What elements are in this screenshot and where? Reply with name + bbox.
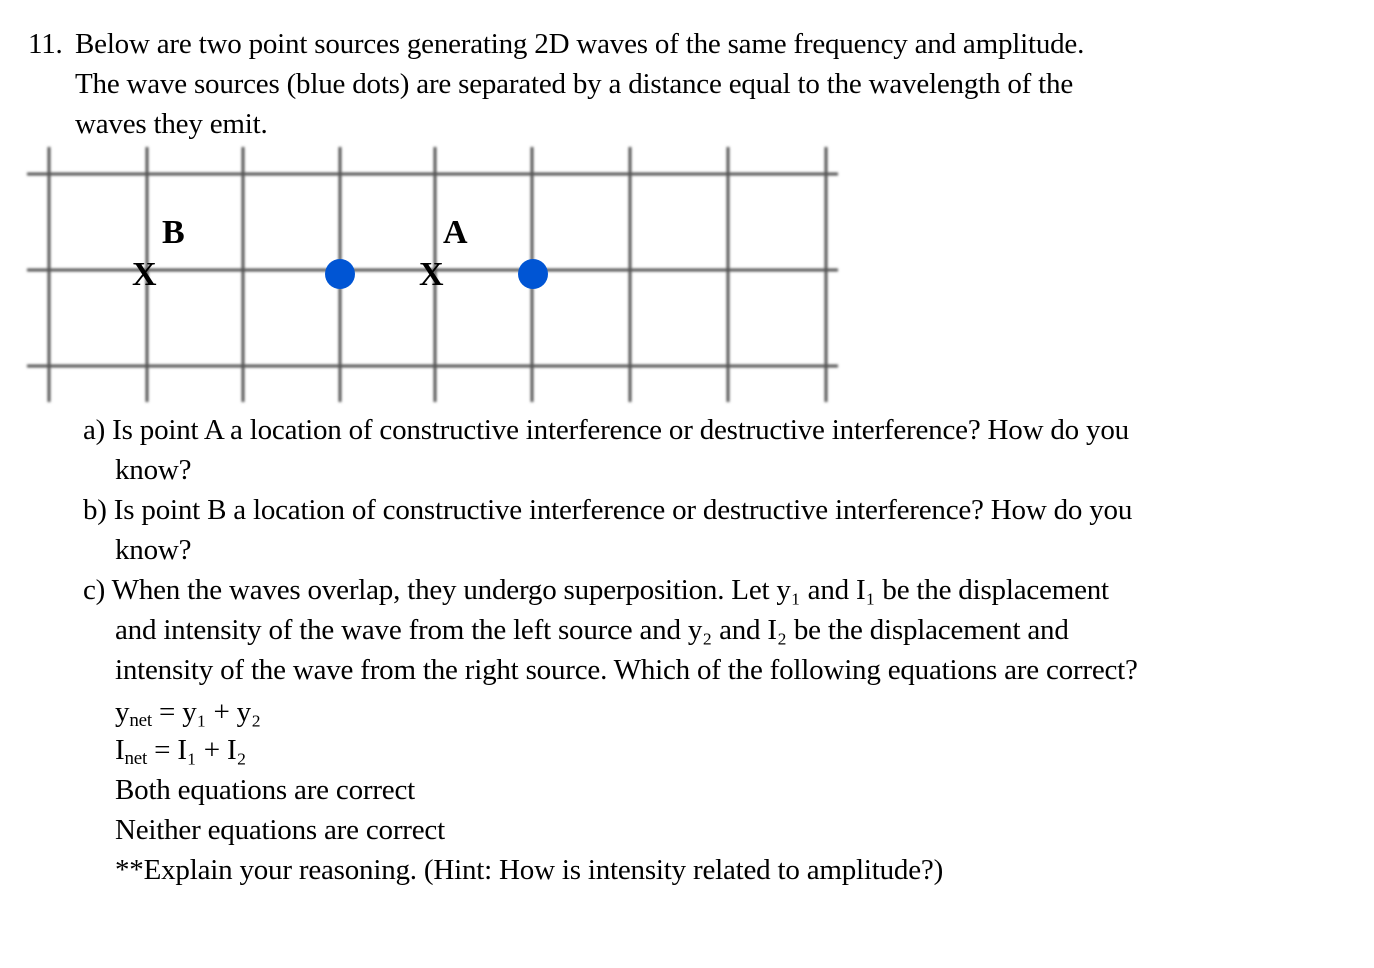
part-a-text: a) Is point A a location of constructive interference or destructive interference? How do you xyxy=(83,414,1129,446)
point-b-marker: X xyxy=(132,256,157,293)
part-c-text: and intensity of the wave from the left source and y₂ and I₂ be the displacement and xyxy=(115,614,1069,646)
equation-rest: = I₁ + I₂ xyxy=(147,734,247,766)
question-text-line: The wave sources (blue dots) are separated by a distance equal to the wavelength of the xyxy=(75,68,1073,100)
part-c-text: intensity of the wave from the right source. Which of the following equations are correct? xyxy=(115,654,1138,686)
equation-rest: = y₁ + y₂ xyxy=(151,696,261,728)
question-number: 11. xyxy=(28,28,63,60)
part-c-text: c) When the waves overlap, they undergo superposition. Let y₁ and I₁ be the displacement xyxy=(83,574,1109,606)
point-a-label: A xyxy=(443,214,468,251)
option-inet-equation xyxy=(115,730,246,770)
part-b-text: know? xyxy=(115,534,192,566)
question-text-line: Below are two point sources generating 2D waves of the same frequency and amplitude. xyxy=(75,28,1085,60)
wave-source-right xyxy=(518,259,548,289)
wave-source-left xyxy=(325,259,355,289)
point-a-marker: X xyxy=(419,256,444,293)
equation-subscript: net xyxy=(129,710,152,731)
option-neither-correct: Neither equations are correct xyxy=(115,814,445,846)
part-b-text: b) Is point B a location of constructive interference or destructive interference? How do you xyxy=(83,494,1133,526)
equation-variable: y xyxy=(115,696,130,728)
point-b-label: B xyxy=(162,214,185,251)
equation-variable: I xyxy=(115,734,125,766)
explain-prompt: **Explain your reasoning. (Hint: How is intensity related to amplitude?) xyxy=(115,854,944,886)
part-a-text: know? xyxy=(115,454,192,486)
question-text-line: waves they emit. xyxy=(75,108,268,140)
option-both-correct: Both equations are correct xyxy=(115,774,415,806)
equation-subscript: net xyxy=(124,748,148,769)
option-ynet-equation xyxy=(115,692,261,732)
